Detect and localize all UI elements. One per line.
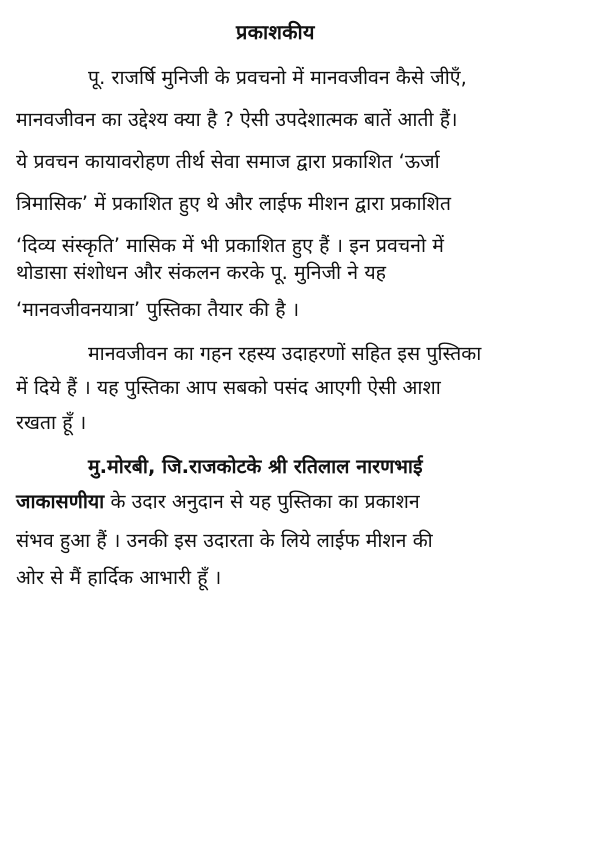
donor-surname: जाकासणीया — [16, 490, 105, 513]
paragraph-1-line-1: पू. राजर्षि मुनिजी के प्रवचनो में मानवजीवन कैसे जीएँ, — [88, 66, 467, 89]
paragraph-3-line-2 — [16, 490, 420, 514]
paragraph-2-line-2: में दिये हैं । यह पुस्तिका आप सबको पसंद आएगी ऐसी आशा — [16, 376, 441, 399]
paragraph-3-line-1: मु.मोरबी, जि.राजकोटके श्री रतिलाल नारणभाई — [88, 455, 423, 478]
paragraph-1-line-5: ‘दिव्य संस्कृति’ मासिक में भी प्रकाशित हुए हैं । इन प्रवचनो में — [16, 234, 444, 257]
paragraph-3-line-4: ओर से मैं हार्दिक आभारी हूँ । — [16, 566, 222, 589]
paragraph-3-line-2-rest: के उदार अनुदान से यह पुस्तिका का प्रकाशन — [104, 490, 420, 513]
paragraph-1-line-7: ‘मानवजीवनयात्रा’ पुस्तिका तैयार की है । — [16, 298, 300, 321]
paragraph-3-line-3: संभव हुआ हैं । उनकी इस उदारता के लिये लाईफ मीशन की — [16, 529, 433, 552]
page-title: प्रकाशकीय — [236, 20, 315, 44]
paragraph-1-line-6: थोडासा संशोधन और संकलन करके पू. मुनिजी ने यह — [16, 261, 386, 284]
paragraph-2-line-1: मानवजीवन का गहन रहस्य उदाहरणों सहित इस पुस्तिका — [88, 342, 482, 365]
paragraph-1-line-4: त्रिमासिक’ में प्रकाशित हुए थे और लाईफ मीशन द्वारा प्रकाशित — [16, 192, 451, 215]
paragraph-1-line-2: मानवजीवन का उद्देश्य क्या है ? ऐसी उपदेशात्मक बातें आती हैं। — [16, 108, 458, 131]
paragraph-2-line-3: रखता हूँ । — [16, 411, 87, 434]
paragraph-1-line-3: ये प्रवचन कायावरोहण तीर्थ सेवा समाज द्वारा प्रकाशित ‘ऊर्जा — [16, 150, 440, 173]
